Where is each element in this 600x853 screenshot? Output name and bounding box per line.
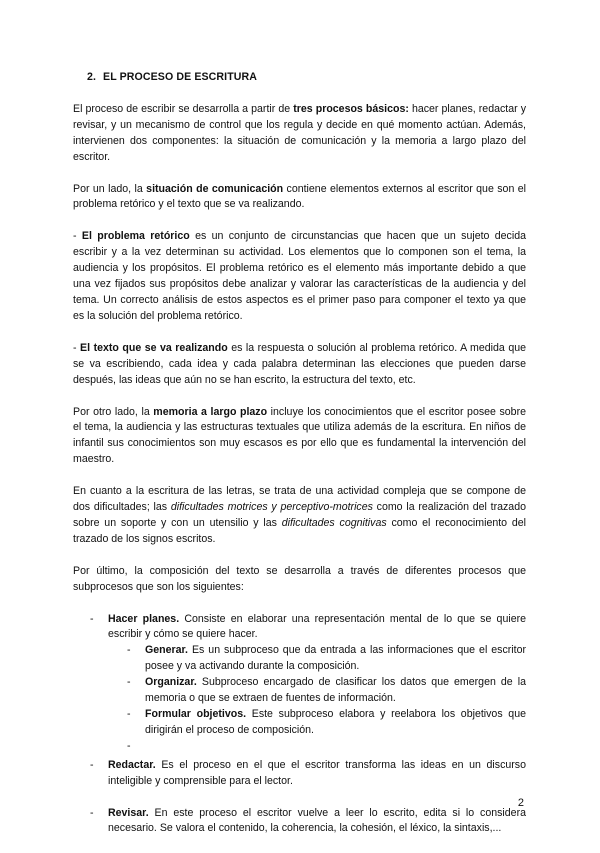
text-run: - — [73, 230, 82, 243]
text-run: Consiste en elaborar una representación mental de lo que se quiere escribir y cómo se quiere hacer. — [108, 612, 527, 641]
bold-term: tres procesos básicos: — [293, 102, 409, 115]
text-run: es un conjunto de circunstancias que hacen que un sujeto decida escribir y a la vez determinan su actividad. Los elementos que lo componen son el tema, la audiencia y los propósitos. El problema retórico es el elemento más importante debido a que una vez fijados sus propósitos debe analizar y valorar las características de la audiencia y del tema. Un correcto análisis de estos aspectos es el primer paso para componer el texto ya que es la solución del problema retórico. — [73, 230, 526, 322]
text-run: es la respuesta o solución al problema retórico. A medida que se va escribiendo, cada idea y cada palabra determinan las elecciones que pueden darse después, las ideas que aún no se han escrito, la estructura del texto, etc. — [73, 341, 526, 386]
italic-term: dificultades motrices y perceptivo-motrices — [170, 501, 373, 514]
paragraph-composicion: Por último, la composición del texto se desarrolla a través de diferentes procesos que subprocesos que son los siguientes: — [73, 564, 526, 593]
text-run: En cuanto a la escritura de las letras, se trata de una actividad compleja que se compone de dos dificultades; las — [73, 485, 526, 514]
text-run: hacer planes, redactar y revisar, y un mecanismo de control que los regula y decide en qué momento actúan. Además, intervienen dos componentes: la situación de comunicación y la memoria a largo plazo del escritor. — [73, 102, 527, 163]
page-number: 2 — [517, 797, 524, 809]
sub-item-organizar — [108, 675, 526, 707]
text-run: Subproceso encargado de clasificar los datos que emergen de la memoria o que se extraen de fuentes de información. — [145, 676, 526, 705]
paragraph-intro — [73, 102, 526, 166]
text-run: El proceso de escribir se desarrolla a partir de — [73, 102, 294, 115]
paragraph-escritura-letras — [73, 484, 526, 548]
page-content — [73, 70, 526, 853]
text-run: como el reconocimiento del trazado de los signos escritos. — [73, 516, 526, 545]
text-run: incluye los conocimientos que el escritor posee sobre el tema, la audiencia y las estructuras textuales que utiliza además de la escritura. En niños de infantil sus conocimientos son muy escasos es por ello que es fundamental la intervención del maestro. — [73, 405, 526, 466]
bold-term: Revisar. — [108, 806, 149, 819]
text-run: Por otro lado, la — [73, 405, 154, 418]
subprocess-list — [108, 643, 526, 754]
bold-term: Hacer planes. — [108, 612, 180, 625]
list-item-redactar — [73, 758, 526, 790]
text-run: Por un lado, la — [73, 182, 147, 195]
bold-term: Generar. — [145, 644, 188, 657]
bold-term: El texto que se va realizando — [80, 341, 228, 354]
text-run: Este subproceso elabora y reelabora los objetivos que dirigirán el proceso de composición. — [145, 708, 526, 736]
sub-item-generar — [108, 643, 526, 675]
text-run: En este proceso el escritor vuelve a leer lo escrito, edita si lo considera necesario. Se valora el contenido, la coherencia, la cohesión, el léxico, la sintaxis,... — [108, 806, 526, 835]
sub-item-empty — [108, 739, 526, 755]
bold-term: Redactar. — [108, 758, 156, 771]
text-run: contiene elementos externos al escritor que son el problema retórico y el texto que se va realizando. — [73, 182, 526, 211]
text-run: Es un subproceso que da entrada a las informaciones que el escritor posee y va activando durante la composición. — [145, 644, 526, 673]
paragraph-memoria — [73, 405, 526, 469]
text-run: Es el proceso en el que el escritor transforma las ideas en un discurso inteligible y comprensible para el lector. — [108, 758, 526, 787]
process-list — [73, 612, 526, 838]
section-number: 2. — [87, 71, 97, 83]
italic-term: dificultades cognitivas — [281, 516, 387, 529]
bold-term: situación de comunicación — [146, 182, 284, 195]
bold-term: Formular objetivos. — [145, 708, 247, 720]
bold-term: Organizar. — [145, 676, 197, 689]
text-run: - — [73, 341, 81, 354]
sub-item-formular — [108, 707, 526, 739]
list-item-hacer-planes — [73, 612, 526, 755]
section-title: EL PROCESO DE ESCRITURA — [103, 71, 258, 83]
list-item-revisar — [73, 806, 526, 838]
bold-term: memoria a largo plazo — [153, 405, 268, 418]
section-heading — [87, 70, 526, 86]
paragraph-problema-retorico — [73, 229, 526, 324]
paragraph-texto-realizando — [73, 341, 526, 389]
bold-term: El problema retórico — [81, 230, 190, 243]
text-run: como la realización del trazado sobre un soporte y con un utensilio y las — [73, 501, 526, 529]
paragraph-situacion — [73, 182, 526, 214]
